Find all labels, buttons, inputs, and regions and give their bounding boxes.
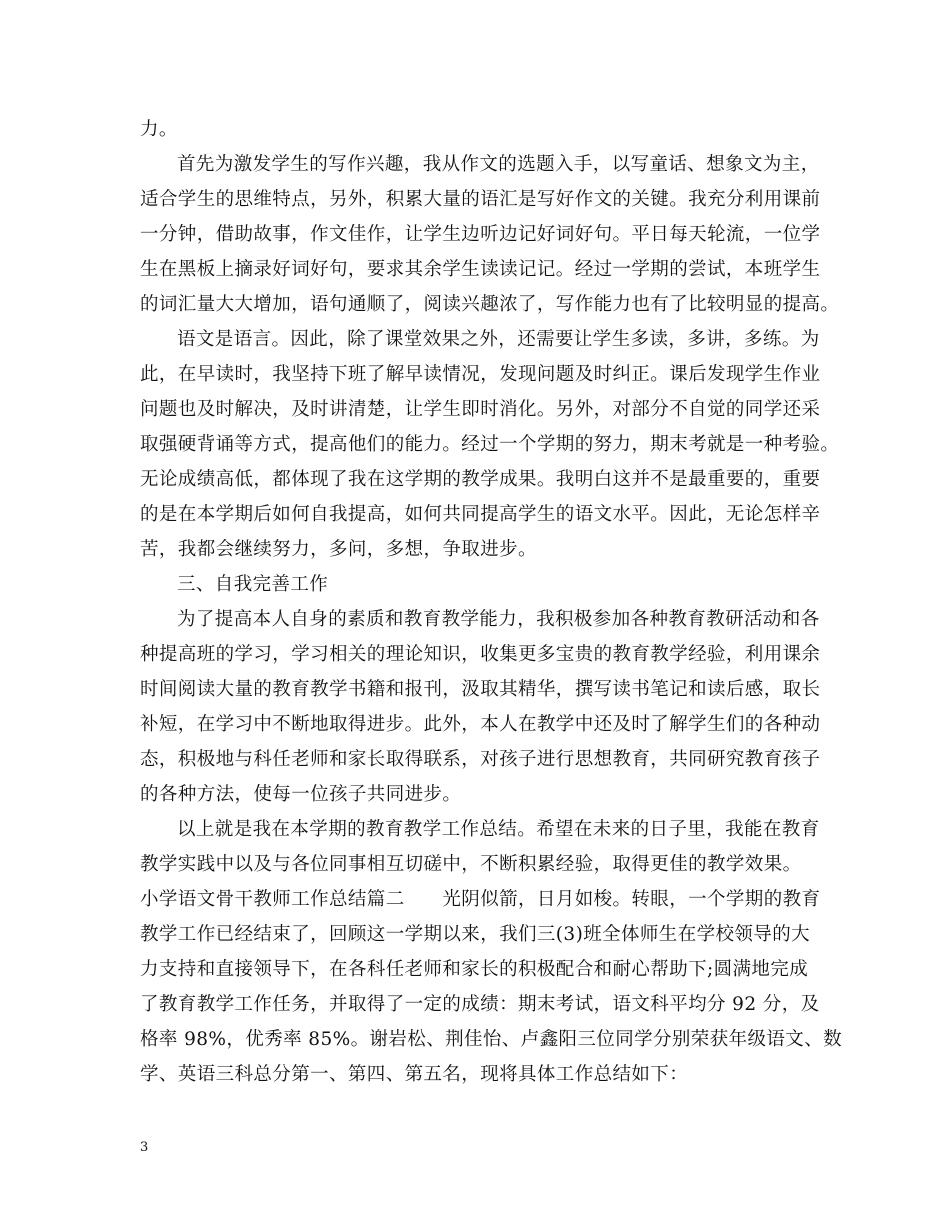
text-line: 学、英语三科总分第一、第四、第五名，现将具体工作总结如下：: [140, 1064, 689, 1085]
text-line: 格率 98%，优秀率 85%。谢岩松、荆佳怡、卢鑫阳三位同学分别荣获年级语文、数: [140, 1029, 843, 1050]
text-line: 问题也及时解决，及时讲清楚，让学生即时消化。另外，对部分不自觉的同学还采: [140, 399, 821, 420]
text-line: 态，积极地与科任老师和家长取得联系，对孩子进行思想教育，共同研究教育孩子: [140, 749, 821, 770]
text-line: 取强硬背诵等方式，提高他们的能力。经过一个学期的努力，期末考就是一种考验。: [140, 434, 840, 455]
paragraph-first-line: 为了提高本人自身的素质和教育教学能力，我积极参加各种教育教研活动和各: [177, 609, 820, 630]
text-line: 教学实践中以及与各位同事相互切磋中，不断积累经验，取得更佳的教学效果。: [140, 854, 802, 875]
text-line: 补短，在学习中不断地取得进步。此外，本人在教学中还及时了解学生们的各种动: [140, 714, 821, 735]
text-line: 苦，我都会继续努力，多问，多想，争取进步。: [140, 539, 537, 560]
paragraph-first-line: 首先为激发学生的写作兴趣，我从作文的选题入手，以写童话、想象文为主，: [177, 154, 820, 175]
text-line: 一分钟，借助故事，作文佳作，让学生边听边记好词好句。平日每天轮流，一位学: [140, 224, 821, 245]
paragraph-first-line: 语文是语言。因此，除了课堂效果之外，还需要让学生多读，多讲，多练。为: [177, 329, 820, 350]
text-line: 无论成绩高低，都体现了我在这学期的教学成果。我明白这并不是最重要的，重要: [140, 469, 821, 490]
text-line: 的各种方法，使每一位孩子共同进步。: [140, 784, 462, 805]
text-line: 时间阅读大量的教育教学书籍和报刊，汲取其精华，撰写读书笔记和读后感，取长: [140, 679, 821, 700]
text-line: 的词汇量大大增加，语句通顺了，阅读兴趣浓了，写作能力也有了比较明显的提高。: [140, 294, 840, 315]
text-line: 了教育教学工作任务，并取得了一定的成绩：期末考试，语文科平均分 92 分，及: [140, 994, 820, 1015]
page-number: 3: [140, 1140, 149, 1155]
text-line: 种提高班的学习，学习相关的理论知识，收集更多宝贵的教育教学经验，利用课余: [140, 644, 821, 665]
text-line: 的是在本学期后如何自我提高，如何共同提高学生的语文水平。因此，无论怎样辛: [140, 504, 821, 525]
text-line: 教学工作已经结束了，回顾这一学期以来，我们三(3)班全体师生在学校领导的大: [140, 924, 811, 945]
text-line: 生在黑板上摘录好词好句，要求其余学生读读记记。经过一学期的尝试，本班学生: [140, 259, 821, 280]
text-line: 力支持和直接领导下，在各科任老师和家长的积极配合和耐心帮助下;圆满地完成: [140, 959, 809, 980]
text-line: 此，在早读时，我坚持下班了解早读情况，发现问题及时纠正。课后发现学生作业: [140, 364, 821, 385]
paragraph-first-line: 以上就是我在本学期的教育教学工作总结。希望在未来的日子里，我能在教育: [177, 819, 820, 840]
text-line: 适合学生的思维特点，另外，积累大量的语汇是写好作文的关键。我充分利用课前: [140, 189, 821, 210]
text-line: 力。: [140, 119, 178, 140]
section-heading: 三、自我完善工作: [177, 574, 329, 595]
section-title-line: 小学语文骨干教师工作总结篇二 光阴似箭，日月如梭。转眼，一个学期的教育: [140, 889, 821, 910]
